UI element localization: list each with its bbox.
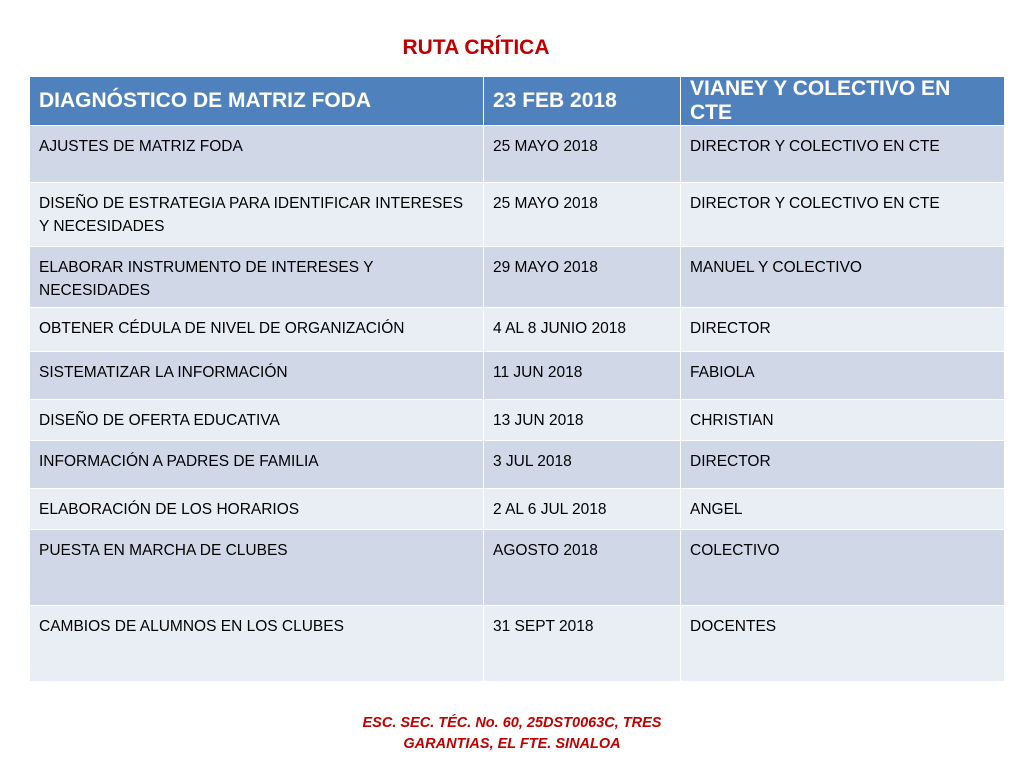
cell-responsible: MANUEL Y COLECTIVO [681, 247, 1005, 308]
footer-school-info [0, 713, 1024, 755]
cell-activity: DISEÑO DE ESTRATEGIA PARA IDENTIFICAR INTERESES Y NECESIDADES [30, 183, 484, 247]
cell-responsible: DIRECTOR Y COLECTIVO EN CTE [681, 126, 1005, 183]
cell-date: 11 JUN 2018 [484, 352, 681, 400]
cell-activity: CAMBIOS DE ALUMNOS EN LOS CLUBES [30, 606, 484, 682]
cell-date: 2 AL 6 JUL 2018 [484, 489, 681, 530]
cell-date: AGOSTO 2018 [484, 530, 681, 606]
table-header-row [30, 77, 1005, 126]
table-row [30, 441, 1005, 489]
cell-date: 4 AL 8 JUNIO 2018 [484, 308, 681, 352]
cell-responsible: ANGEL [681, 489, 1005, 530]
cell-activity: PUESTA EN MARCHA DE CLUBES [30, 530, 484, 606]
table-row [30, 247, 1005, 308]
cell-activity: AJUSTES DE MATRIZ FODA [30, 126, 484, 183]
cell-date: 25 MAYO 2018 [484, 126, 681, 183]
cell-responsible: DOCENTES [681, 606, 1005, 682]
table-row [30, 308, 1005, 352]
header-date: 23 FEB 2018 [484, 77, 681, 126]
table-row [30, 530, 1005, 606]
table-row [30, 606, 1005, 682]
table-row [30, 352, 1005, 400]
critical-path-table [29, 76, 1005, 682]
cell-responsible: DIRECTOR Y COLECTIVO EN CTE [681, 183, 1005, 247]
cell-responsible: DIRECTOR [681, 308, 1005, 352]
cell-date: 29 MAYO 2018 [484, 247, 681, 308]
cell-date: 31 SEPT 2018 [484, 606, 681, 682]
table-row [30, 489, 1005, 530]
table-row [30, 400, 1005, 441]
cell-activity: ELABORAR INSTRUMENTO DE INTERESES Y NECESIDADES [30, 247, 484, 308]
cell-activity: ELABORACIÓN DE LOS HORARIOS [30, 489, 484, 530]
cell-date: 3 JUL 2018 [484, 441, 681, 489]
cell-activity: DISEÑO DE OFERTA EDUCATIVA [30, 400, 484, 441]
cell-responsible: COLECTIVO [681, 530, 1005, 606]
cell-date: 25 MAYO 2018 [484, 183, 681, 247]
table-row [30, 183, 1005, 247]
header-activity: DIAGNÓSTICO DE MATRIZ FODA [30, 77, 484, 126]
cell-activity: INFORMACIÓN A PADRES DE FAMILIA [30, 441, 484, 489]
cell-activity: OBTENER CÉDULA DE NIVEL DE ORGANIZACIÓN [30, 308, 484, 352]
table-row [30, 126, 1005, 183]
cell-date: 13 JUN 2018 [484, 400, 681, 441]
cell-activity: SISTEMATIZAR LA INFORMACIÓN [30, 352, 484, 400]
header-responsible: VIANEY Y COLECTIVO EN CTE [681, 77, 1005, 126]
page-title: RUTA CRÍTICA [402, 36, 550, 59]
cell-responsible: DIRECTOR [681, 441, 1005, 489]
footer-line-1: ESC. SEC. TÉC. No. 60, 25DST0063C, TRES [362, 715, 662, 731]
footer-line-2: GARANTIAS, EL FTE. SINALOA [403, 736, 621, 752]
cell-responsible: FABIOLA [681, 352, 1005, 400]
cell-responsible: CHRISTIAN [681, 400, 1005, 441]
